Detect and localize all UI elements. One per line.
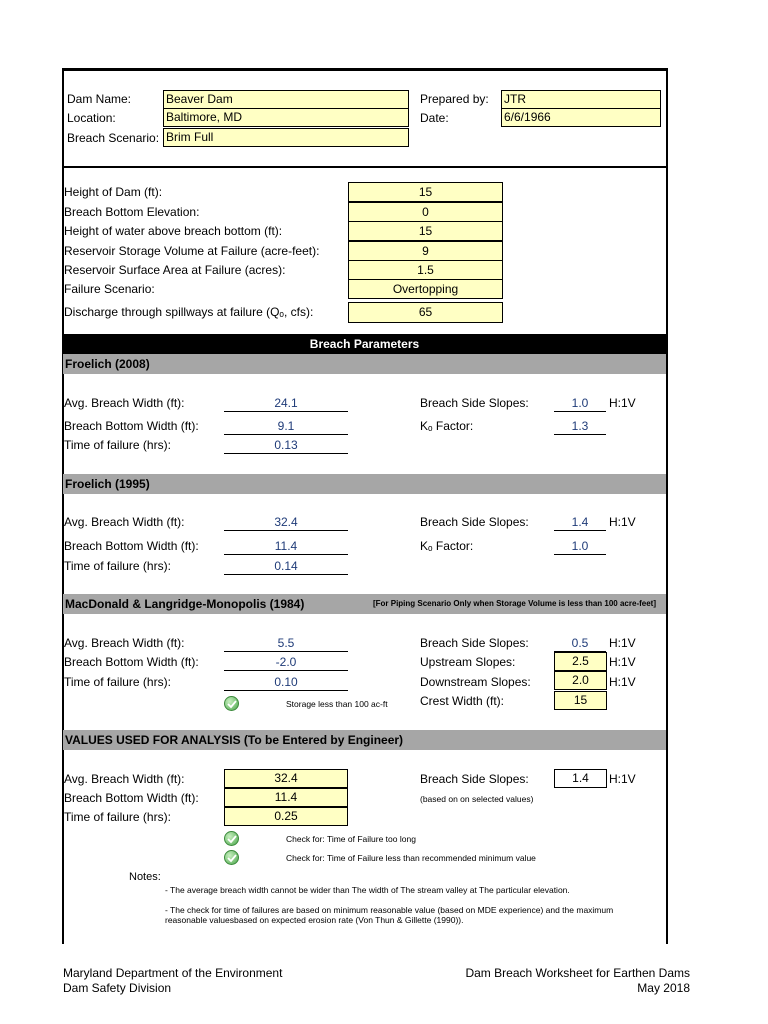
mac-downstream-label: Downstream Slopes: (420, 675, 531, 689)
scenario-label: Breach Scenario: (67, 131, 160, 145)
input-value-field[interactable]: 15 (348, 182, 503, 202)
f08-avg-width-value: 24.1 (224, 395, 348, 412)
footer-left (63, 966, 282, 996)
f08-side-slopes-label: Breach Side Slopes: (420, 396, 529, 410)
ana-side-slopes-label: Breach Side Slopes: (420, 772, 529, 786)
input-label: Reservoir Storage Volume at Failure (acre-feet): (64, 244, 320, 258)
mac-side-slopes-label: Breach Side Slopes: (420, 636, 529, 650)
input-label: Failure Scenario: (64, 282, 155, 296)
mac-side-unit: H:1V (609, 636, 636, 650)
footer-right (465, 966, 690, 996)
f95-time-value: 0.14 (224, 558, 348, 575)
f95-side-slopes-unit: H:1V (609, 515, 636, 529)
date-label: Date: (420, 111, 449, 125)
prepared-by-field[interactable]: JTR (501, 90, 661, 109)
input-label: Reservoir Surface Area at Failure (acres): (64, 263, 286, 277)
froelich2008-title: Froelich (2008) (65, 357, 150, 371)
dam-name-label: Dam Name: (67, 92, 132, 106)
ana-bottom-width-label: Breach Bottom Width (ft): (64, 791, 199, 805)
storage-check-icon (224, 696, 239, 711)
froelich2008-header (63, 354, 666, 374)
divider (62, 166, 668, 168)
dam-name-field[interactable]: Beaver Dam (163, 90, 409, 109)
prepared-by-label: Prepared by: (420, 92, 489, 106)
note-1: - The average breach width cannot be wider than The width of The stream valley at The particular elevation. (165, 885, 570, 895)
footer-doc2: May 2018 (637, 981, 690, 995)
f08-bottom-width-value: 9.1 (224, 418, 348, 435)
f95-bottom-width-value: 11.4 (224, 538, 348, 555)
mac-time-value: 0.10 (224, 674, 348, 691)
f95-time-label: Time of failure (hrs): (64, 559, 171, 573)
ana-time-field[interactable]: 0.25 (224, 807, 348, 826)
scenario-field[interactable]: Brim Full (163, 128, 409, 147)
time-min-check-icon (224, 850, 239, 865)
f08-ko-value: 1.3 (554, 418, 606, 435)
mac-upstream-field[interactable]: 2.5 (554, 652, 607, 671)
mac-bottom-width-value: -2.0 (224, 654, 348, 671)
mac-upstream-unit: H:1V (609, 655, 636, 669)
macdonald-note: [For Piping Scenario Only when Storage Volume is less than 100 acre-feet] (372, 599, 656, 608)
f95-side-slopes-value: 1.4 (554, 514, 606, 531)
ana-bottom-width-field[interactable]: 11.4 (224, 788, 348, 807)
mac-upstream-label: Upstream Slopes: (420, 655, 516, 669)
mac-downstream-unit: H:1V (609, 675, 636, 689)
input-label: Height of water above breach bottom (ft): (64, 224, 283, 238)
breach-parameters-header: Breach Parameters (63, 334, 666, 354)
mac-crest-field[interactable]: 15 (554, 691, 607, 710)
ana-side-slopes-field[interactable]: 1.4 (554, 769, 607, 788)
input-value-field[interactable]: Overtopping (348, 279, 503, 299)
date-field[interactable]: 6/6/1966 (501, 108, 661, 127)
note-2b: reasonable valuesbased on expected erosion rate (Von Thun & Gillette (1990)). (165, 915, 464, 925)
time-too-long-check-icon (224, 831, 239, 846)
note-2a: - The check for time of failures are based on minimum reasonable value (based on MDE experience) and the maximum (165, 905, 614, 915)
mac-crest-label: Crest Width (ft): (420, 694, 505, 708)
input-value-field[interactable]: 9 (348, 241, 503, 261)
notes-label: Notes: (129, 871, 161, 883)
f08-ko-label: Kₒ Factor: (420, 419, 474, 433)
ana-side-unit: H:1V (609, 772, 636, 786)
check-time-min: Check for: Time of Failure less than recommended minimum value (286, 853, 536, 863)
input-value-field[interactable]: 0 (348, 202, 503, 222)
f08-time-label: Time of failure (hrs): (64, 438, 171, 452)
input-value-field[interactable]: 65 (348, 302, 503, 323)
f08-bottom-width-label: Breach Bottom Width (ft): (64, 419, 199, 433)
analysis-title: VALUES USED FOR ANALYSIS (To be Entered by Engineer) (65, 733, 404, 747)
footer-org2: Dam Safety Division (63, 981, 172, 995)
f08-time-value: 0.13 (224, 437, 348, 454)
f95-avg-width-label: Avg. Breach Width (ft): (64, 515, 185, 529)
mac-time-label: Time of failure (hrs): (64, 675, 171, 689)
ana-time-label: Time of failure (hrs): (64, 810, 171, 824)
mac-bottom-width-label: Breach Bottom Width (ft): (64, 655, 199, 669)
f08-side-slopes-unit: H:1V (609, 396, 636, 410)
input-label: Discharge through spillways at failure (Qₒ, cfs): (64, 305, 314, 319)
f08-avg-width-label: Avg. Breach Width (ft): (64, 396, 185, 410)
analysis-header (63, 730, 666, 750)
input-label: Height of Dam (ft): (64, 185, 163, 199)
ana-based-on: (based on on selected values) (420, 794, 534, 804)
location-label: Location: (67, 111, 116, 125)
mac-side-slopes-value: 0.5 (554, 635, 606, 652)
input-label: Breach Bottom Elevation: (64, 205, 200, 219)
f95-bottom-width-label: Breach Bottom Width (ft): (64, 539, 199, 553)
f95-avg-width-value: 32.4 (224, 514, 348, 531)
footer-org1: Maryland Department of the Environment (63, 966, 283, 980)
input-value-field[interactable]: 15 (348, 221, 503, 241)
check-time-too-long: Check for: Time of Failure too long (286, 834, 416, 844)
f95-ko-label: Kₒ Factor: (420, 539, 474, 553)
footer-doc1: Dam Breach Worksheet for Earthen Dams (465, 966, 690, 980)
mac-downstream-field[interactable]: 2.0 (554, 671, 607, 690)
storage-check-text: Storage less than 100 ac-ft (286, 699, 388, 709)
froelich1995-header (63, 474, 666, 494)
ana-avg-width-label: Avg. Breach Width (ft): (64, 772, 185, 786)
f95-ko-value: 1.0 (554, 538, 606, 555)
input-value-field[interactable]: 1.5 (348, 260, 503, 280)
location-field[interactable]: Baltimore, MD (163, 108, 409, 127)
macdonald-header (63, 594, 666, 614)
mac-avg-width-value: 5.5 (224, 635, 348, 652)
ana-avg-width-field[interactable]: 32.4 (224, 769, 348, 788)
f95-side-slopes-label: Breach Side Slopes: (420, 515, 529, 529)
macdonald-title: MacDonald & Langridge-Monopolis (1984) (65, 597, 305, 611)
froelich1995-title: Froelich (1995) (65, 477, 150, 491)
mac-avg-width-label: Avg. Breach Width (ft): (64, 636, 185, 650)
f08-side-slopes-value: 1.0 (554, 395, 606, 412)
